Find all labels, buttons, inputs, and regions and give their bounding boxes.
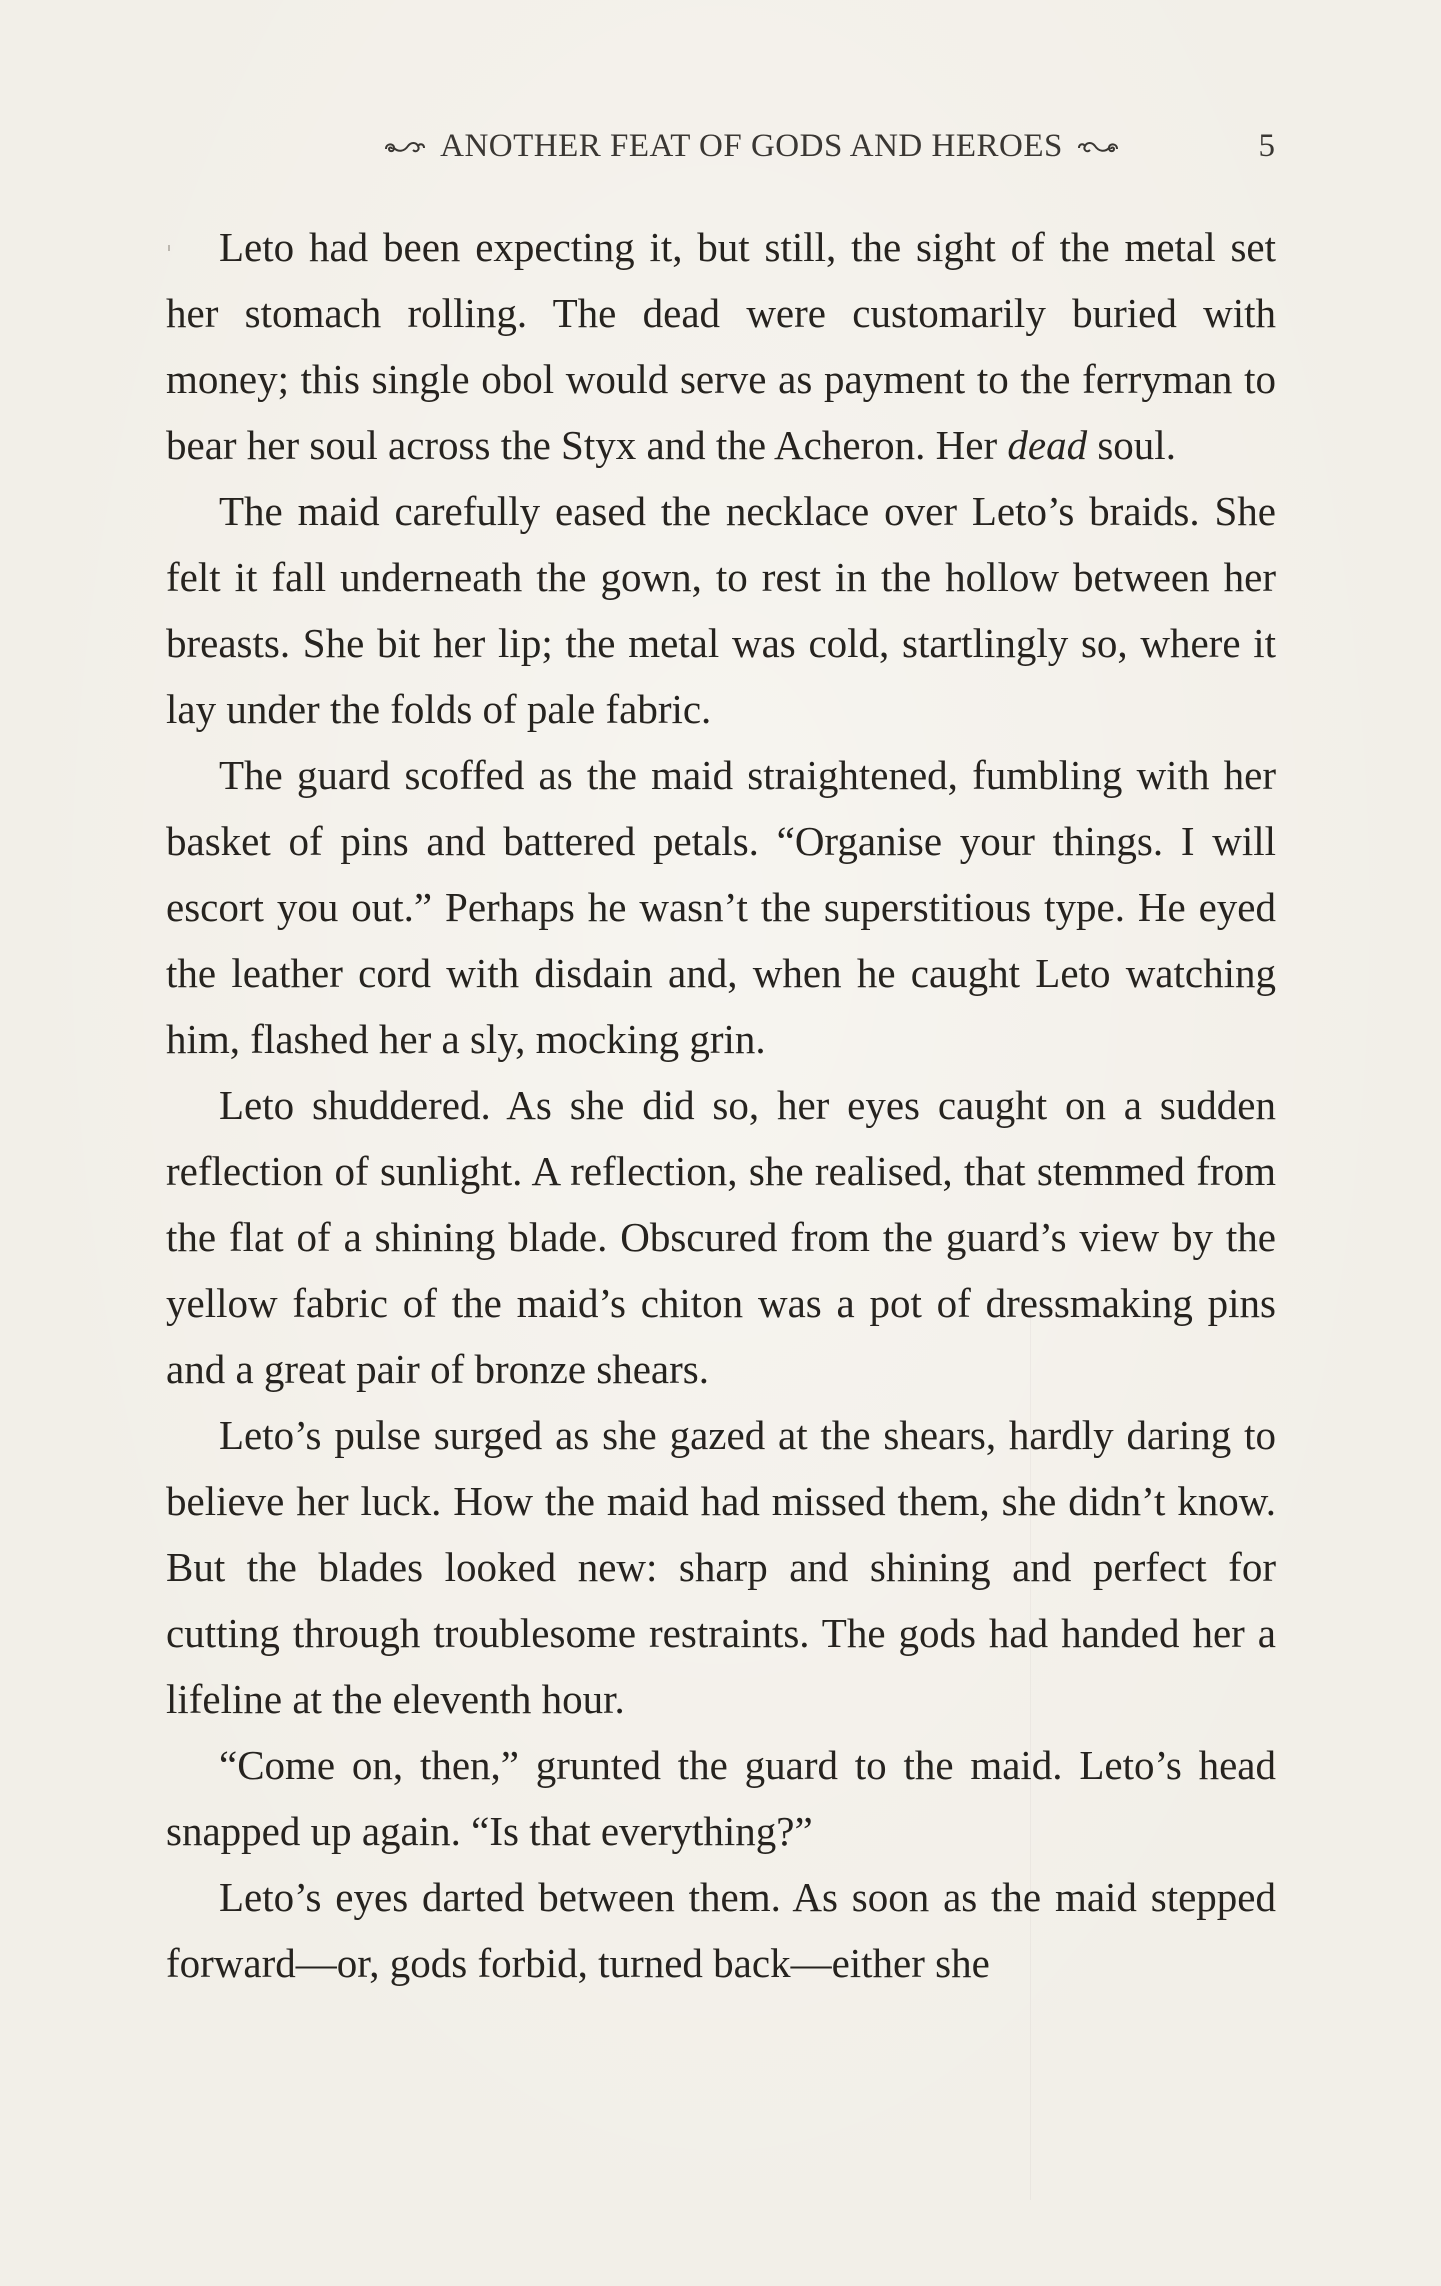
page-number: 5 <box>1258 128 1275 164</box>
body-text <box>166 214 1276 1996</box>
emphasis-text: dead <box>1007 422 1088 468</box>
running-head-title: ANOTHER FEAT OF GODS AND HEROES <box>440 128 1063 164</box>
scroll-ornament-icon <box>382 137 426 157</box>
running-head-title-group <box>354 128 1149 165</box>
paragraph: Leto had been expecting it, but still, the sight of the metal set her stomach rolling. The dead were customarily buried with money; this single obol would serve as payment to the ferryman to bear her soul across the Styx and the Acheron. Her dead soul. <box>166 224 1276 468</box>
paragraph: The maid carefully eased the necklace over Leto’s braids. She felt it fall underneath the gown, to rest in the hollow between her breasts. She bit her lip; the metal was cold, startlingly so, where it lay under the folds of pale fabric. <box>166 488 1276 732</box>
running-head <box>0 128 1441 168</box>
paragraph: Leto’s eyes darted between them. As soon as the maid stepped forward—or, gods forbid, turned back—either she <box>166 1874 1276 1986</box>
paragraph: Leto’s pulse surged as she gazed at the shears, hardly daring to believe her luck. How the maid had missed them, she didn’t know. But the blades looked new: sharp and shining and perfect for cutting through troublesome restraints. The gods had handed her a lifeline at the eleventh hour. <box>166 1412 1276 1722</box>
paragraph: “Come on, then,” grunted the guard to the maid. Leto’s head snapped up again. “Is that everything?” <box>166 1742 1276 1854</box>
paragraph: The guard scoffed as the maid straightened, fumbling with her basket of pins and battered petals. “Organise your things. I will escort you out.” Perhaps he wasn’t the superstitious type. He eyed the leather cord with disdain and, when he caught Leto watching him, flashed her a sly, mocking grin. <box>166 752 1276 1062</box>
paragraph: Leto shuddered. As she did so, her eyes caught on a sudden reflection of sunlight. A reflection, she realised, that stemmed from the flat of a shining blade. Obscured from the guard’s view by the yellow fabric of the maid’s chiton was a pot of dressmaking pins and a great pair of bronze shears. <box>166 1082 1276 1392</box>
scroll-ornament-icon <box>1077 137 1121 157</box>
